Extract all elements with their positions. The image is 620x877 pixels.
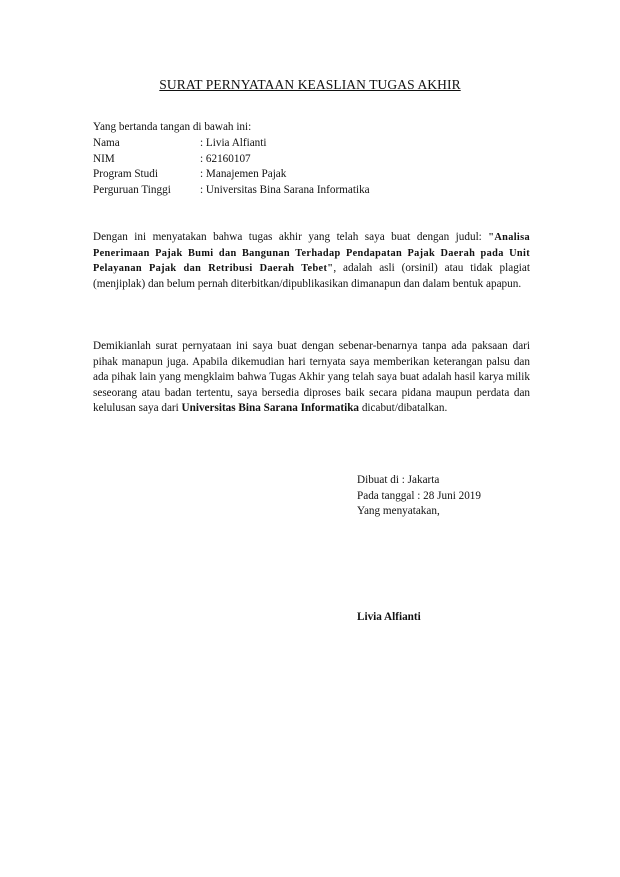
document-title: SURAT PERNYATAAN KEASLIAN TUGAS AKHIR — [159, 77, 461, 92]
identity-row-program — [93, 168, 370, 184]
name-label: Nama — [93, 137, 120, 149]
identity-row-university — [93, 184, 370, 200]
signature-place: Dibuat di : Jakarta — [357, 474, 440, 486]
intro-text: Yang bertanda tangan di bawah ini: — [93, 121, 252, 133]
identity-row-nim — [93, 153, 370, 169]
identity-row-name — [93, 137, 370, 153]
thesis-title: "Analisa Penerimaan Pajak Bumi dan Bangunan Terhadap Pendapatan Pajak Daerah pada Unit Pelayanan Pajak dan Retribusi Daerah Tebet" — [93, 232, 530, 274]
signature-date: Pada tanggal : 28 Juni 2019 — [357, 489, 481, 502]
institution-name: Universitas Bina Sarana Informatika — [181, 402, 360, 414]
program-value: : Manajemen Pajak — [200, 168, 287, 180]
signature-block — [357, 473, 481, 520]
nim-label: NIM — [93, 152, 115, 165]
declaration-tail: dicabut/dibatalkan. — [359, 402, 448, 414]
declaration-paragraph — [93, 339, 530, 417]
university-label: Perguruan Tinggi — [93, 183, 171, 196]
name-value: : Livia Alfianti — [200, 137, 267, 149]
signer-name: Livia Alfianti — [357, 611, 421, 623]
program-label: Program Studi — [93, 168, 158, 180]
statement-lead: Dengan ini menyatakan bahwa tugas akhir yang telah saya buat dengan judul: — [93, 231, 489, 243]
statement-paragraph — [93, 230, 530, 292]
nim-value: : 62160107 — [200, 152, 251, 165]
university-value: : Universitas Bina Sarana Informatika — [200, 183, 370, 196]
signature-closing: Yang menyatakan, — [357, 505, 440, 517]
identity-table — [93, 137, 370, 199]
statement-tail: , adalah asli (orsinil) atau tidak plagiat (menjiplak) dan belum pernah diterbitkan/dipublikasikan dimanapun dan dalam bentuk apapun. — [93, 262, 530, 290]
declaration-lead: Demikianlah surat pernyataan ini saya buat dengan sebenar-benarnya tanpa ada paksaan dari pihak manapun juga. Apabila dikemudian hari ternyata saya memberikan keterangan palsu dan ada pihak lain yang mengklaim bahwa Tugas Akhir yang telah saya buat adalah hasil karya milik seseorang atau badan tertentu, saya bersedia diproses baik secara pidana maupun perdata dan kelulusan saya dari — [93, 340, 530, 414]
